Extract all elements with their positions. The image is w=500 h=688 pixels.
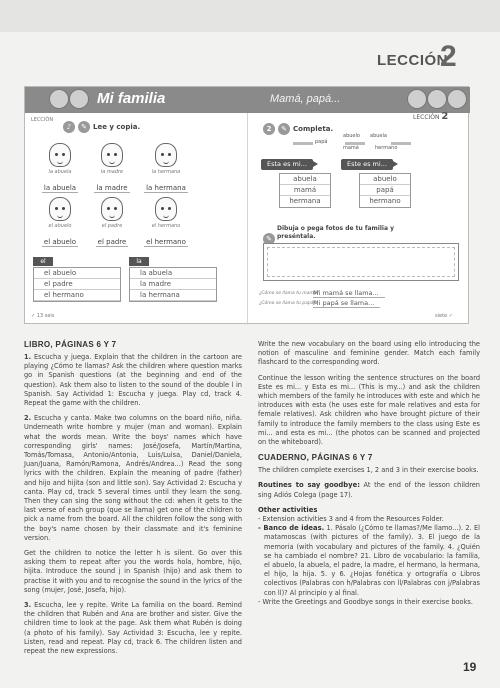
step-2: 2. Escucha y canta. Make two columns on the board niño, niña. Underneath write hombre y mujer (man and woman). Explain what the words mean. Write the boys' names which have corresponding girls' names: José/Josefa, Martín/Martina, Tomás/Tomasa, Antonio/Antonia, Luis/Luisa, Daniel/Daniela, Juan/Juana, Ramón/Ramona, Andrés/Andrea...) Read the song lyrics with the children. Explain the meaning of padre (father) and hijo and hijita (son and little son). Say Actividad 2: Escucha y canta. Play cd, track 5 several times until they learn the song. Then they can sing the song without the cd: when it gets to the last verse of each group (que se llama) get one of the children to pick a name from the board. All the children follow the song with the boy's name chosen by their classmate and it's feminine version. xyxy=(24,414,242,542)
answer-line xyxy=(345,142,365,145)
spread-subtitle: Mamá, papá... xyxy=(270,93,341,105)
character-icon xyxy=(407,89,427,109)
answer-2: Mi papá se llama... xyxy=(313,299,380,308)
step-1: 1. Escucha y juega. Explain that the children in the cartoon are playing ¿Cómo te llamas? Ask the children where question marks go in Spanish questions (at the beginning and end of the question). Ask them also to listen to the sound of the double l in Spanish. Say Actividad 1: Escucha y juega. Play cd, track 4. Repeat the game with the children. xyxy=(24,353,242,408)
mini-head: abuelo xyxy=(343,133,360,139)
bullet-songs: - Write the Greetings and Goodbye songs in their exercise books. xyxy=(258,597,473,606)
top-band xyxy=(0,0,500,32)
workbook-paragraph: The children complete exercises 1, 2 and 3 in their exercise books. xyxy=(258,466,479,475)
step-3: 3. Escucha, lee y repite. Write La familia on the board. Remind the children that Rubén and Ana are brother and sister. Give the children time to look at the page. Ask them what Rubén is doing (a photo of his family). Say Actividad 3: Escucha, lee y repite. Listen, read and repeat. Play cd, track 6. The children listen and repeat the new expressions. xyxy=(24,601,242,656)
mini-head: abuela xyxy=(370,133,387,139)
section-heading-book: LIBRO, PÁGINAS 6 Y 7 xyxy=(24,340,117,349)
cd-icon: 2 xyxy=(263,123,275,135)
other-activities-heading: Other activities xyxy=(258,505,318,514)
lesson-label: LECCIÓN xyxy=(377,52,448,69)
pencil-icon: ✎ xyxy=(78,121,90,133)
character-icon xyxy=(49,89,69,109)
right-column xyxy=(258,340,480,607)
structures-paragraph: Continue the lesson writing the sentence structures on the board Este es mi... y Esta es mi... (This is my...) and ask the children which members of the family he introduces with este and which he introduces with esta (he uses este for male relatives and esta for female relatives). Ask children who have brought picture of their family to introduce the family members to the class using Este es mi... and esta es mi... (the photos can be scanned and projected on the whiteboard). xyxy=(258,373,480,447)
face-icon xyxy=(49,143,71,167)
person-father: el padre el padre xyxy=(89,197,135,248)
spread-banner xyxy=(25,87,470,113)
vocabulary-paragraph: Write the new vocabulary on the board using ello introducing the notion of masculine and feminine gender. Match each family flashcard to the corresponding word. xyxy=(258,340,480,367)
left-column xyxy=(24,340,242,662)
la-word-box: la abuela la madre la hermana xyxy=(129,267,217,302)
pupil-book-spread xyxy=(24,86,469,324)
activity-2-header: 2 ✎ Completa. xyxy=(263,123,333,135)
character-icon xyxy=(69,89,89,109)
small-page-left: ✓ 13 seis xyxy=(31,313,55,319)
pill-esta: Esta es mi... xyxy=(261,159,313,170)
face-icon xyxy=(49,197,71,221)
box-masculine: abuelo papá hermano xyxy=(359,173,411,208)
cd-icon: ♪ xyxy=(63,121,75,133)
mini-head: papá xyxy=(315,139,328,145)
small-page-right: siete ✓ xyxy=(435,313,453,319)
answer-1: Mi mamá se llama... xyxy=(313,289,385,298)
person-grandfather: el abuelo el abuelo xyxy=(37,197,83,248)
answer-line xyxy=(391,142,411,145)
photo-frame xyxy=(263,243,459,281)
mini-head: hermano xyxy=(375,145,398,151)
question-1: ¿Cómo se llama tu mamá? xyxy=(259,291,319,296)
small-lesson-right: LECCIÓN 2 xyxy=(413,111,449,122)
face-icon xyxy=(101,197,123,221)
face-icon xyxy=(155,143,177,167)
character-icon xyxy=(447,89,467,109)
bullet-extension: - Extension activities 3 and 4 from the Resources Folder. xyxy=(258,515,444,524)
person-grandmother: la abuela la abuela xyxy=(37,143,83,194)
pencil-icon: ✎ xyxy=(278,123,290,135)
spread-divider xyxy=(247,113,248,325)
section-heading-workbook: CUADERNO, PÁGINAS 6 Y 7 xyxy=(258,453,373,463)
activity-1-header: ♪ ✎ Lee y copia. xyxy=(63,121,140,133)
person-mother: la madre la madre xyxy=(89,143,135,194)
step-2-continued: Get the children to notice the letter h is silent. Go over this asking them to repeat after you the words hola, hombre, hijo, hijita. Introduce the sound j in Spanish (hijo) and ask them to practise it with you and to recognise the sound in the lyrics of the song (mujer, José, Josefa, hijo). xyxy=(24,549,242,594)
person-sister: la hermana la hermana xyxy=(143,143,189,194)
face-icon xyxy=(155,197,177,221)
activity-3-label: Dibuja o pega fotos de tu familia y preséntala. xyxy=(277,225,394,240)
person-brother: el hermano el hermano xyxy=(143,197,189,248)
tab-la: la xyxy=(129,257,149,266)
question-2: ¿Cómo se llama tu papá? xyxy=(259,301,316,306)
answer-line xyxy=(293,142,313,145)
routines-paragraph: Routines to say goodbye: At the end of the lesson children sing Adiós Colega (page 17). xyxy=(258,481,480,499)
mini-head: mamá xyxy=(343,145,359,151)
face-icon xyxy=(101,143,123,167)
spread-title: Mi familia xyxy=(97,90,166,107)
box-feminine: abuela mamá hermana xyxy=(279,173,331,208)
pill-este: Este es mi... xyxy=(341,159,393,170)
lesson-number: 2 xyxy=(440,40,457,73)
character-icon xyxy=(427,89,447,109)
small-lesson-left: LECCIÓN xyxy=(31,117,54,123)
el-word-box: el abuelo el padre el hermano xyxy=(33,267,121,302)
page-number: 19 xyxy=(463,660,477,674)
bullet-banco: - Banco de ideas. 1. Pásalo (¿Cómo te llamas?/Me llamo...). 2. El matamoscas (with pictures of the family). 3. El juego de la memoria (with vocabulary and pictures of the family. 4. ¿Quién se ha cambiado el nombre? 21. Libro de vocabulario: la familia, el abuelo, la abuela, el padre, la madre, el hermano, la hermana, el hijo, la hija. 5. y 6. ¿Hojas fonética y ortografía o Libros colectivos (Palabras con h/Palabras con ll/Palabras con j/Palabras con ll)? Al principio y al final. xyxy=(258,524,480,597)
tab-el: el xyxy=(33,257,53,266)
pencil-icon: ✎ xyxy=(263,233,275,245)
